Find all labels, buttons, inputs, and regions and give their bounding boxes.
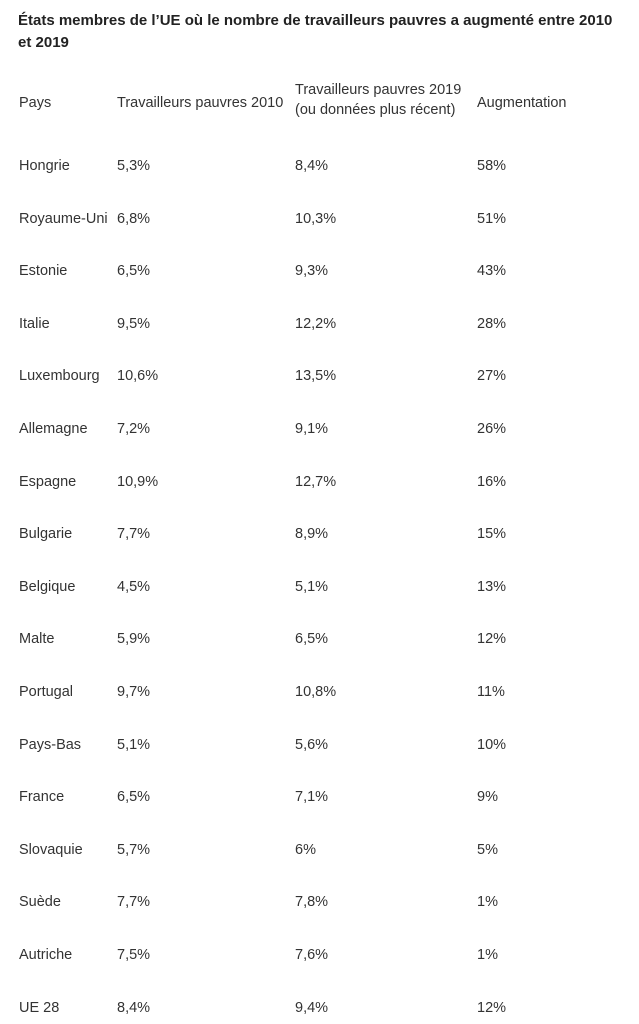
header-pays: Pays: [19, 95, 52, 111]
cell-travailleurs-2019: 10,3%: [295, 210, 337, 227]
header-travailleurs-2010: Travailleurs pauvres 2010: [117, 95, 284, 111]
header-travailleurs-2019: [295, 80, 461, 120]
cell-travailleurs-2010: 10,9%: [117, 473, 159, 490]
table-row: [19, 787, 629, 807]
cell-travailleurs-2010: 6,5%: [117, 789, 151, 806]
table-row: [19, 682, 629, 702]
cell-travailleurs-2019: 6,5%: [295, 631, 329, 648]
table-row: [19, 366, 629, 386]
table-row: [19, 840, 629, 860]
cell-pays: Suède: [19, 894, 61, 911]
cell-augmentation: 12%: [477, 631, 507, 648]
cell-travailleurs-2019: 5,6%: [295, 736, 329, 753]
header-travailleurs-2019-line2: (ou données plus récent): [295, 102, 456, 118]
cell-pays: Pays-Bas: [19, 736, 82, 753]
cell-travailleurs-2019: 8,4%: [295, 158, 329, 174]
table-row: [19, 261, 629, 281]
cell-pays: Luxembourg: [19, 368, 100, 385]
cell-pays: Estonie: [19, 263, 68, 280]
cell-augmentation: 9%: [477, 789, 498, 806]
cell-travailleurs-2019: 6%: [295, 841, 316, 858]
header-travailleurs-2019-line1: Travailleurs pauvres 2019: [295, 82, 462, 98]
cell-travailleurs-2019: 7,1%: [295, 789, 329, 806]
cell-travailleurs-2010: 7,2%: [117, 421, 151, 437]
cell-pays: Malte: [19, 631, 55, 648]
table-row: [19, 629, 629, 649]
table-row: [19, 419, 629, 439]
cell-pays: Slovaquie: [19, 841, 83, 858]
cell-travailleurs-2010: 6,5%: [117, 263, 151, 280]
cell-augmentation: 15%: [477, 526, 507, 543]
cell-travailleurs-2019: 5,1%: [295, 578, 329, 595]
table-row: [19, 156, 629, 176]
table-row: [19, 577, 629, 597]
table-row: [19, 472, 629, 492]
cell-pays: France: [19, 789, 65, 806]
cell-augmentation: 11%: [477, 684, 505, 700]
page-title: États membres de l’UE où le nombre de travailleurs pauvres a augmenté entre 2010 et 2019: [18, 12, 613, 51]
cell-pays: Hongrie: [19, 158, 70, 174]
cell-pays: Portugal: [19, 684, 74, 700]
cell-travailleurs-2010: 7,5%: [117, 947, 151, 963]
cell-travailleurs-2010: 6,8%: [117, 210, 151, 227]
cell-augmentation: 13%: [477, 578, 507, 595]
cell-augmentation: 10%: [477, 736, 507, 753]
cell-augmentation: 28%: [477, 315, 507, 332]
cell-travailleurs-2010: 10,6%: [117, 368, 159, 385]
cell-travailleurs-2010: 7,7%: [117, 894, 151, 911]
cell-travailleurs-2019: 12,7%: [295, 473, 337, 490]
table-row: [19, 735, 629, 755]
cell-travailleurs-2010: 7,7%: [117, 526, 151, 543]
cell-pays: Espagne: [19, 473, 77, 490]
cell-augmentation: 1%: [477, 894, 498, 911]
cell-travailleurs-2010: 5,3%: [117, 158, 151, 174]
cell-travailleurs-2019: 7,6%: [295, 947, 329, 963]
cell-travailleurs-2019: 9,1%: [295, 421, 329, 437]
header-augmentation: Augmentation: [477, 95, 567, 111]
cell-travailleurs-2019: 13,5%: [295, 368, 337, 385]
cell-augmentation: 27%: [477, 368, 507, 385]
cell-travailleurs-2019: 8,9%: [295, 526, 329, 543]
cell-travailleurs-2019: 9,3%: [295, 263, 329, 280]
poverty-workers-table: [19, 80, 629, 1016]
cell-pays: Allemagne: [19, 421, 88, 437]
cell-travailleurs-2010: 5,9%: [117, 631, 151, 648]
table-row: [19, 314, 629, 334]
cell-augmentation: 58%: [477, 158, 507, 174]
cell-travailleurs-2010: 5,7%: [117, 841, 151, 858]
cell-travailleurs-2019: 12,2%: [295, 315, 337, 332]
cell-pays: UE 28: [19, 999, 60, 1016]
table-row: [19, 209, 629, 229]
cell-travailleurs-2019: 9,4%: [295, 999, 329, 1016]
cell-pays: Bulgarie: [19, 526, 73, 543]
table-row: [19, 892, 629, 912]
cell-travailleurs-2010: 4,5%: [117, 578, 151, 595]
table-row: [19, 945, 629, 965]
cell-pays: Autriche: [19, 947, 73, 963]
table-row: [19, 524, 629, 544]
cell-pays: Italie: [19, 315, 50, 332]
cell-augmentation: 12%: [477, 999, 507, 1016]
cell-augmentation: 43%: [477, 263, 507, 280]
cell-travailleurs-2019: 10,8%: [295, 684, 337, 700]
table-row: [19, 998, 629, 1018]
cell-travailleurs-2019: 7,8%: [295, 894, 329, 911]
cell-travailleurs-2010: 9,7%: [117, 684, 151, 700]
cell-travailleurs-2010: 5,1%: [117, 736, 151, 753]
cell-augmentation: 16%: [477, 473, 507, 490]
cell-augmentation: 1%: [477, 947, 498, 963]
cell-pays: Belgique: [19, 578, 76, 595]
cell-augmentation: 5%: [477, 841, 498, 858]
cell-pays: Royaume-Uni: [19, 210, 108, 227]
cell-augmentation: 51%: [477, 210, 507, 227]
cell-travailleurs-2010: 8,4%: [117, 999, 151, 1016]
table-header-row: [19, 80, 629, 140]
cell-travailleurs-2010: 9,5%: [117, 315, 151, 332]
cell-augmentation: 26%: [477, 421, 507, 437]
